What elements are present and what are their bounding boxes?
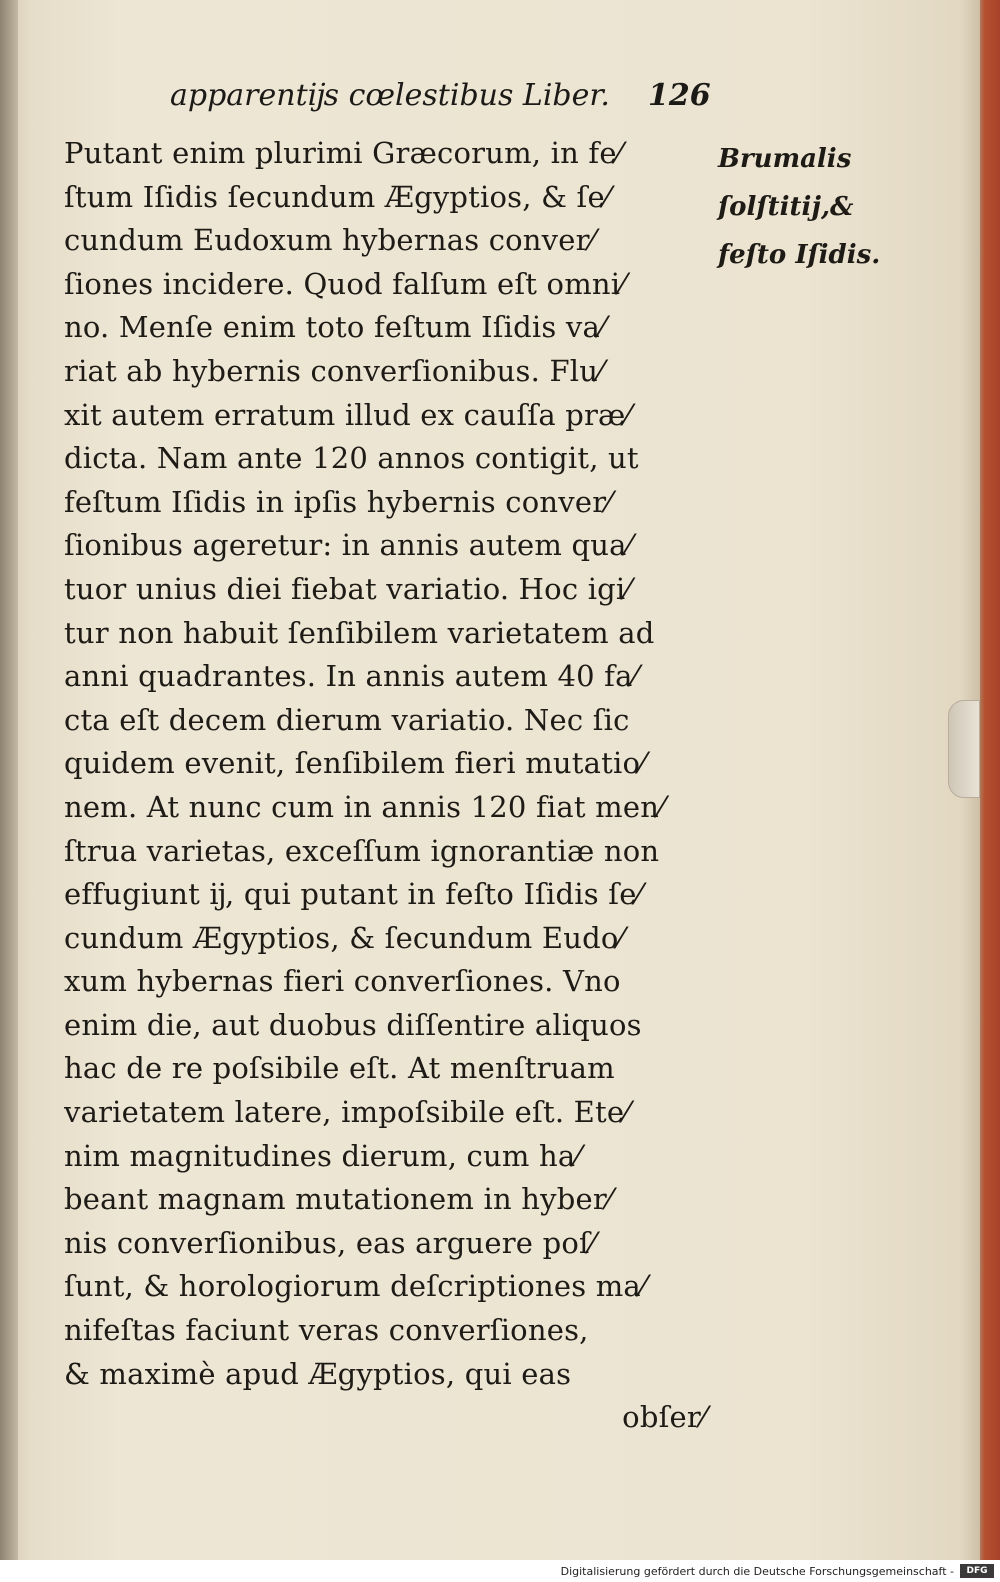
text-line: varietatem latere, impoſsibile eſt. Ete⁄ xyxy=(64,1095,630,1130)
text-line: nifeſtas faciunt veras converſiones, xyxy=(64,1313,589,1348)
text-line: beant magnam mutationem in hyber⁄ xyxy=(64,1182,612,1217)
text-line: & maximè apud Ægyptios, qui eas xyxy=(64,1356,572,1391)
text-line: riat ab hybernis converſionibus. Flu⁄ xyxy=(64,353,604,388)
marginal-note-line: Brumalis xyxy=(718,144,852,174)
text-line: xum hybernas fieri converſiones. Vno xyxy=(64,964,621,999)
digitization-footer xyxy=(0,1560,1000,1582)
marginal-note-line: ſolſtitĳ,& xyxy=(718,192,854,222)
text-line: ſiones incidere. Quod falſum eſt omni⁄ xyxy=(64,266,626,301)
running-header xyxy=(170,78,730,124)
text-line: no. Menſe enim toto feſtum Iſidis va⁄ xyxy=(64,310,605,345)
page-number: 126 xyxy=(648,78,711,113)
text-line: tur non habuit ſenſibilem varietatem ad xyxy=(64,615,655,650)
text-line: feſtum Iſidis in ipſis hybernis conver⁄ xyxy=(64,484,612,519)
text-line: quidem evenit, ſenſibilem fieri mutatio⁄ xyxy=(64,746,646,781)
catchword: obſer⁄ xyxy=(622,1400,706,1435)
text-line: cundum Ægyptios, & ſecundum Eudo⁄ xyxy=(64,920,624,955)
text-line: ſunt, & horologiorum deſcriptiones ma⁄ xyxy=(64,1269,646,1304)
text-line: ſtum Iſidis ſecundum Ægyptios, & ſe⁄ xyxy=(64,179,610,214)
text-line: dicta. Nam ante 120 annos contigit, ut xyxy=(64,441,639,476)
text-line: enim die, aut duobus diſſentire aliquos xyxy=(64,1007,642,1042)
text-line: cundum Eudoxum hybernas conver⁄ xyxy=(64,223,595,258)
text-line: anni quadrantes. In annis autem 40 fa⁄ xyxy=(64,659,638,694)
dfg-logo: DFG xyxy=(960,1564,994,1578)
text-line: Putant enim plurimi Græcorum, in fe⁄ xyxy=(64,136,622,170)
text-line: ſionibus ageretur: in annis autem qua⁄ xyxy=(64,528,632,563)
book-gutter xyxy=(0,0,18,1560)
running-title: apparentĳs cœlestibus Liber. xyxy=(170,78,610,113)
text-line: nim magnitudines dierum, cum ha⁄ xyxy=(64,1138,581,1173)
text-line: cta eſt decem dierum variatio. Nec ſic xyxy=(64,702,630,737)
text-line: nis converſionibus, eas arguere poſ⁄ xyxy=(64,1225,595,1260)
funding-credit: Digitalisierung gefördert durch die Deutsche Forschungsgemeinschaft - xyxy=(560,1565,954,1578)
text-line: hac de re poſsibile eſt. At menſtruam xyxy=(64,1051,615,1086)
text-line: tuor unius diei fiebat variatio. Hoc igi⁄ xyxy=(64,571,631,606)
page-tab-marker xyxy=(948,700,980,798)
text-line: nem. At nunc cum in annis 120 fiat men⁄ xyxy=(64,789,665,824)
body-text xyxy=(64,132,714,1440)
marginal-note xyxy=(718,135,881,279)
text-line: effugiunt ĳ, qui putant in feſto Iſidis ſe⁄ xyxy=(64,877,642,912)
text-line: ſtrua varietas, exceſſum ignorantiæ non xyxy=(64,833,660,868)
text-line: xit autem erratum illud ex cauſſa præ⁄ xyxy=(64,397,631,432)
marginal-note-line: feſto Iſidis. xyxy=(718,240,881,270)
